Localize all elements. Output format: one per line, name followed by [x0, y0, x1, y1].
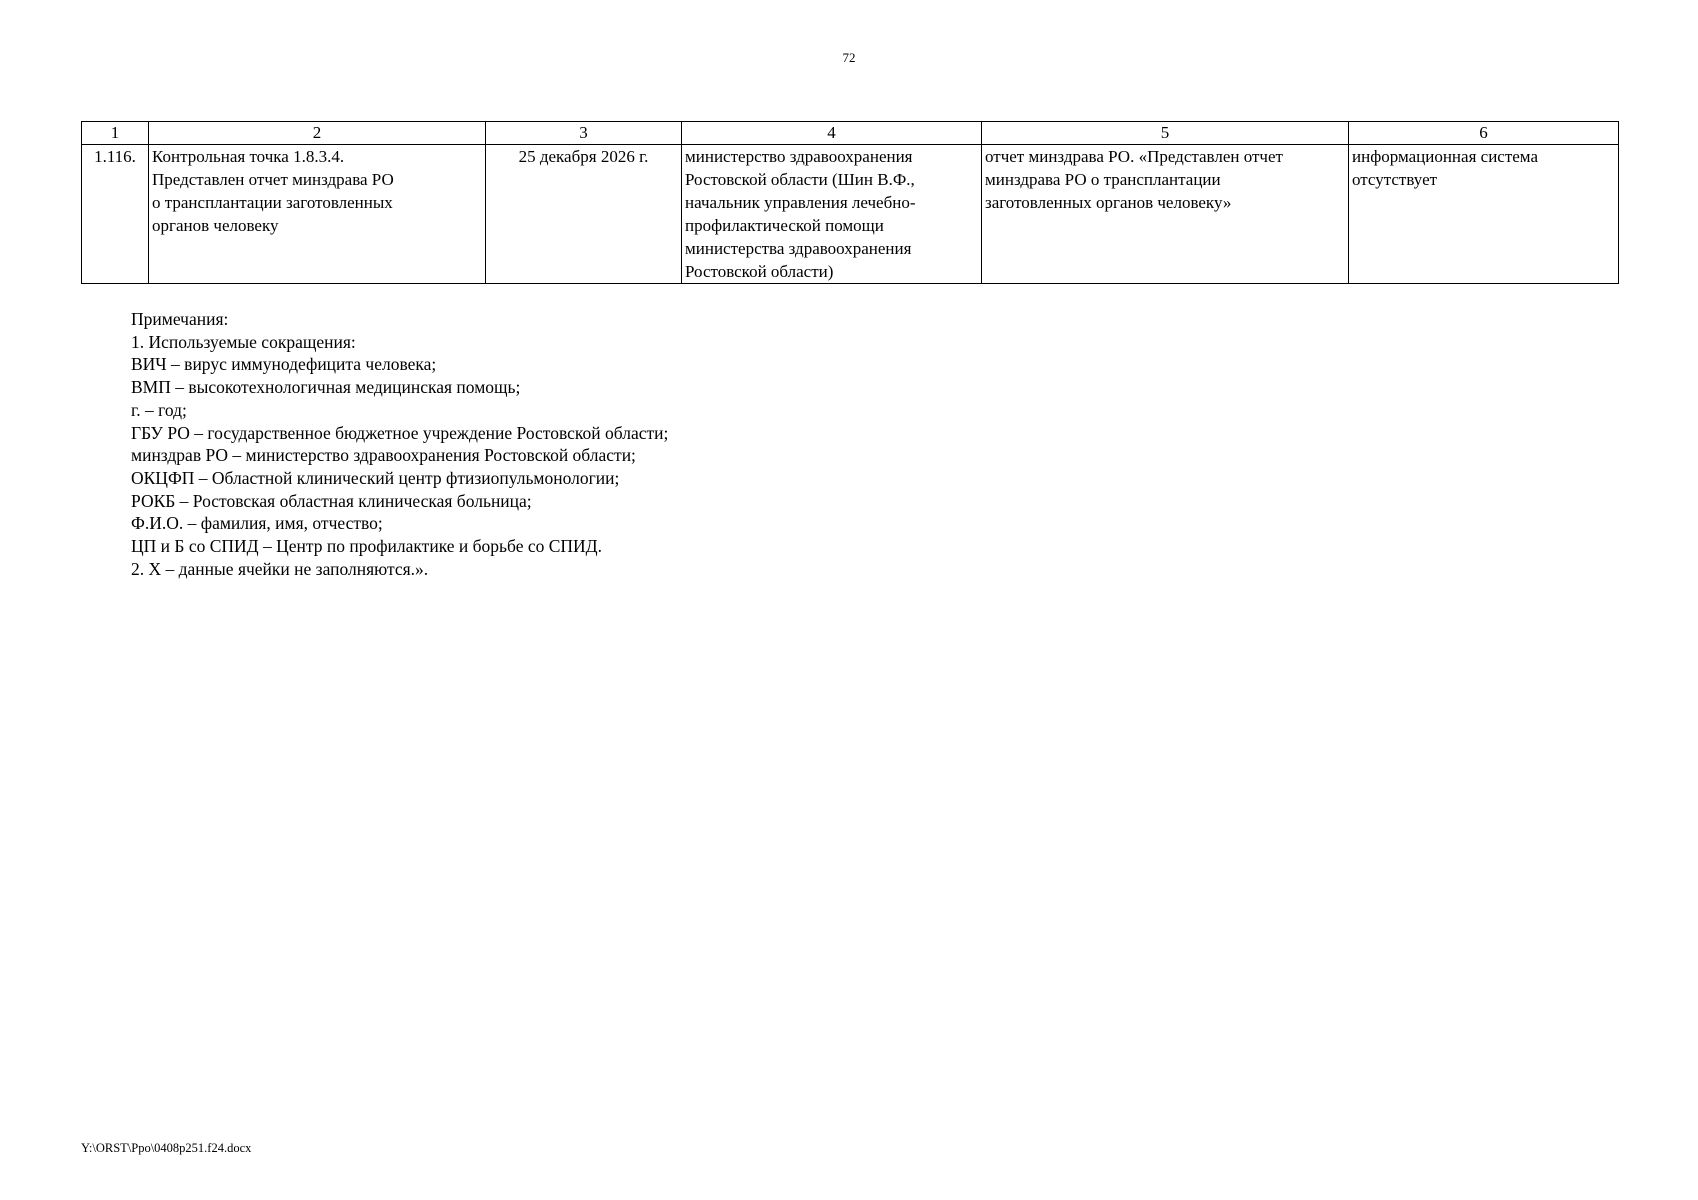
document-type-cell: отчет минздрава РО. «Представлен отчет минздрава РО о трансплантации заготовленных органов человеку»: [982, 145, 1349, 284]
information-system-cell: информационная система отсутствует: [1349, 145, 1619, 284]
note-line: 1. Используемые сокращения:: [131, 331, 356, 352]
note-line: ОКЦФП – Областной клинический центр фтизиопульмонологии;: [131, 467, 620, 488]
column-header-5: 5: [982, 122, 1349, 145]
column-header-4: 4: [682, 122, 982, 145]
responsible-executor-cell: министерство здравоохранения Ростовской области (Шин В.Ф., начальник управления лечебно- профилактической помощи министерства здравоохранения Ростовской области): [682, 145, 982, 284]
row-number-cell: 1.116.: [82, 145, 149, 284]
page-number: 72: [842, 50, 856, 65]
footer-file-path: Y:\ORST\Ppo\0408p251.f24.docx: [81, 1141, 252, 1155]
note-line: ГБУ РО – государственное бюджетное учреждение Ростовской области;: [131, 422, 669, 443]
table-row: [82, 145, 1619, 284]
note-line: РОКБ – Ростовская областная клиническая больница;: [131, 490, 532, 511]
checkpoint-name-cell: Контрольная точка 1.8.3.4. Представлен отчет минздрава РО о трансплантации заготовленных органов человеку: [149, 145, 486, 284]
note-line: г. – год;: [131, 399, 187, 420]
note-line: ВИЧ – вирус иммунодефицита человека;: [131, 354, 437, 375]
note-line: Ф.И.О. – фамилия, имя, отчество;: [131, 513, 383, 534]
header-row: [82, 122, 1619, 145]
column-header-3: 3: [486, 122, 682, 145]
column-header-1: 1: [82, 122, 149, 145]
note-line: 2. Х – данные ячейки не заполняются.».: [131, 558, 429, 579]
plan-table: [81, 121, 1619, 284]
note-line: ЦП и Б со СПИД – Центр по профилактике и борьбе со СПИД.: [131, 536, 602, 557]
deadline-cell: 25 декабря 2026 г.: [486, 145, 682, 284]
column-header-6: 6: [1349, 122, 1619, 145]
notes-title: Примечания:: [131, 309, 229, 329]
column-header-2: 2: [149, 122, 486, 145]
note-line: ВМП – высокотехнологичная медицинская помощь;: [131, 377, 521, 398]
note-line: минздрав РО – министерство здравоохранения Ростовской области;: [131, 445, 636, 466]
notes-section: [131, 308, 668, 580]
